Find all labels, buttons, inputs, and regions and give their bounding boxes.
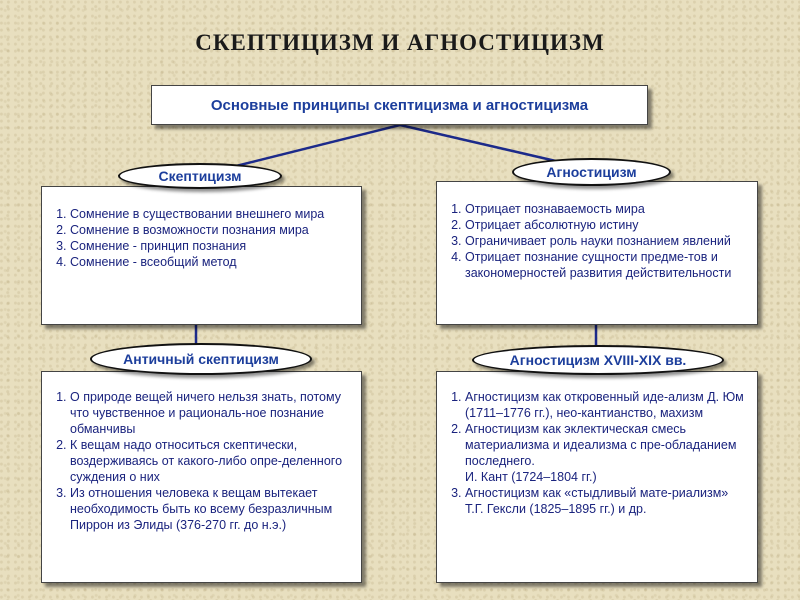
agnosticism-item: 1. Отрицает познаваемость мира: [465, 201, 751, 217]
agnosticism-oval: Агностицизм: [512, 158, 671, 186]
skepticism-item: 4. Сомнение - всеобщий метод: [70, 254, 355, 270]
agnosticism-item: 2. Отрицает абсолютную истину: [465, 217, 751, 233]
ancient-skepticism-item-text: Из отношения человека к вещам вытекает необходимость быть ко всему безразличным: [70, 486, 333, 516]
agnosticism-18-19-item-text: Агностицизм как эклектическая смесь материализма и идеализма с пре-обладанием последнего.: [465, 422, 737, 468]
skepticism-box: [41, 186, 362, 325]
agnosticism-18-19-item: 1. Агностицизм как откровенный иде-ализм Д. Юм (1711–1776 гг.), нео-кантианство, махизм: [465, 389, 751, 421]
ancient-skepticism-item: [70, 485, 355, 533]
agnosticism-18-19-box: [436, 371, 758, 583]
page-title: СКЕПТИЦИЗМ И АГНОСТИЦИЗМ: [195, 30, 605, 55]
pyrrho-note: Пиррон из Элиды (376-270 гг. до н.э.): [70, 518, 287, 532]
agnosticism-18-19-item: [465, 421, 751, 485]
main-principles-box: Основные принципы скептицизма и агностицизма: [151, 85, 648, 125]
agnosticism-18-19-oval: Агностицизм XVIII-XIX вв.: [472, 345, 724, 375]
huxley-note: Т.Г. Гексли (1825–1895 гг.) и др.: [465, 502, 647, 516]
agnosticism-18-19-item-text: Агностицизм как «стыдливый мате-риализм»: [465, 486, 729, 500]
skepticism-oval: Скептицизм: [118, 163, 282, 189]
ancient-skepticism-item: 1. О природе вещей ничего нельзя знать, потому что чувственное и рациональ-ное познание обманчивы: [70, 389, 355, 437]
kant-note: И. Кант (1724–1804 гг.): [465, 470, 597, 484]
agnosticism-item: 4. Отрицает познание сущности предме-тов и закономерностей развития действительности: [465, 249, 751, 281]
skepticism-item: 3. Сомнение - принцип познания: [70, 238, 355, 254]
ancient-skepticism-item: 2. К вещам надо относиться скептически, воздерживаясь от какого-либо опре-деленного суждения о них: [70, 437, 355, 485]
ancient-skepticism-box: [41, 371, 362, 583]
skepticism-item: 2. Сомнение в возможности познания мира: [70, 222, 355, 238]
ancient-skepticism-oval: Античный скептицизм: [90, 343, 312, 375]
agnosticism-18-19-item: [465, 485, 751, 517]
agnosticism-box: [436, 181, 758, 325]
agnosticism-item: 3. Ограничивает роль науки познанием явлений: [465, 233, 751, 249]
skepticism-item: 1. Сомнение в существовании внешнего мира: [70, 206, 355, 222]
